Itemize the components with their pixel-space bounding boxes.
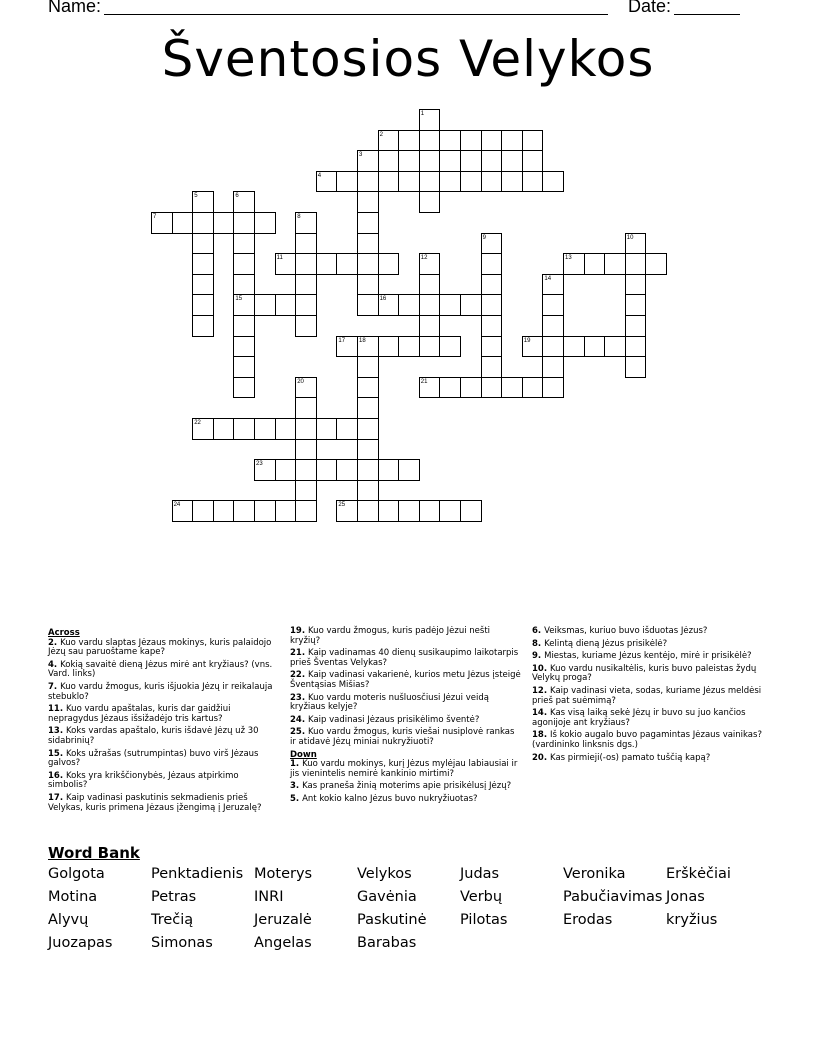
clues-column-2: [290, 627, 522, 808]
across-clue: 13. Koks vardas apaštalo, kuris išdavė Jėzų už 30 sidabrinių?: [48, 726, 259, 746]
across-clue: 11. Kuo vardu apaštalas, kuris dar gaidžiui nepragydus Jėzaus išsižadėjo tris kartus?: [48, 704, 231, 724]
grid-cell[interactable]: [336, 253, 358, 275]
grid-cell[interactable]: [357, 274, 379, 296]
across-clue: 23. Kuo vardu moteris nušluosčiusi Jėzui veidą kryžiaus kelyje?: [290, 692, 489, 713]
grid-cell[interactable]: [419, 171, 441, 193]
clue-number: 10: [626, 234, 634, 241]
grid-cell[interactable]: [316, 418, 338, 440]
grid-cell[interactable]: [625, 253, 647, 275]
grid-cell[interactable]: [501, 150, 523, 172]
grid-cell[interactable]: [357, 233, 379, 255]
grid-cell[interactable]: [357, 253, 379, 275]
grid-cell[interactable]: [357, 397, 379, 419]
grid-cell[interactable]: [625, 356, 647, 378]
clue-number: 19: [523, 337, 531, 344]
grid-cell[interactable]: [357, 418, 379, 440]
across-clue: 22. Kaip vadinasi vakarienė, kurios metu Jėzus įsteigė Šventąsias Mišias?: [290, 670, 521, 690]
grid-cell[interactable]: [295, 315, 317, 337]
word-bank-word: Pilotas: [460, 912, 508, 928]
grid-cell[interactable]: [439, 377, 461, 399]
word-bank-heading: Word Bank: [48, 844, 140, 862]
word-bank-word: Judas: [460, 866, 500, 882]
grid-cell[interactable]: [233, 336, 255, 358]
grid-cell[interactable]: [481, 171, 503, 193]
grid-cell[interactable]: [295, 418, 317, 440]
word-bank-word: Erškėčiai: [666, 866, 731, 882]
grid-cell[interactable]: [378, 500, 400, 522]
word-bank-word: Motina: [48, 889, 98, 905]
page-title: Šventosios Velykos: [161, 30, 655, 88]
clue-number: 18: [359, 337, 366, 344]
grid-cell[interactable]: [357, 212, 379, 234]
grid-cell[interactable]: [357, 356, 379, 378]
clue-number: 16: [379, 296, 387, 303]
across-clue: 17. Kaip vadinasi paskutinis sekmadienis prieš Velykas, kuris primena Jėzaus įžengimą į Jeruzalę?: [48, 792, 262, 813]
clue-number: 11: [276, 255, 283, 262]
grid-cell[interactable]: [213, 500, 235, 522]
grid-cell[interactable]: [460, 130, 482, 152]
grid-cell[interactable]: [357, 191, 379, 213]
word-bank-word: Moterys: [254, 866, 313, 882]
grid-cell[interactable]: [378, 171, 400, 193]
grid-cell[interactable]: [357, 439, 379, 461]
clue-number: 1: [420, 111, 425, 117]
down-clue: 20. Kas pirmieji(-os) pamato tuščią kapą?: [532, 752, 711, 763]
grid-cell[interactable]: [522, 377, 544, 399]
grid-cell[interactable]: [439, 171, 461, 193]
grid-cell[interactable]: [584, 336, 606, 358]
date-label: Date:: [628, 0, 672, 16]
grid-cell[interactable]: [378, 336, 400, 358]
word-bank-word: Juozapas: [48, 935, 113, 951]
grid-cell[interactable]: [501, 171, 523, 193]
grid-cell[interactable]: [254, 418, 276, 440]
word-bank-word: Jonas: [666, 889, 705, 905]
grid-cell[interactable]: [213, 418, 235, 440]
grid-cell[interactable]: [295, 459, 317, 481]
grid-cell[interactable]: [275, 459, 297, 481]
grid-cell[interactable]: [357, 294, 379, 316]
down-clue: 12. Kaip vadinasi vieta, sodas, kuriame Jėzus meldėsi prieš pat suėmimą?: [532, 685, 762, 706]
grid-cell[interactable]: [398, 500, 420, 522]
grid-cell[interactable]: [398, 459, 420, 481]
grid-cell[interactable]: [295, 233, 317, 255]
across-clue: 2. Kuo vardu slaptas Jėzaus mokinys, kuris palaidojo Jėzų sau paruoštame kape?: [48, 637, 272, 658]
word-bank-word: Penktadienis: [151, 866, 244, 882]
grid-cell[interactable]: [604, 336, 626, 358]
grid-cell[interactable]: [336, 418, 358, 440]
word-bank-word: Barabas: [357, 935, 417, 951]
grid-cell[interactable]: [357, 171, 379, 193]
down-clue: 10. Kuo vardu nusikaltėlis, kuris buvo paleistas žydų Velykų proga?: [532, 663, 757, 684]
across-clue: 7. Kuo vardu žmogus, kuris išjuokia Jėzų ir reikalauja stebuklo?: [48, 681, 273, 702]
clue-number: 20: [297, 378, 304, 385]
grid-cell[interactable]: [233, 500, 255, 522]
grid-cell[interactable]: [233, 233, 255, 255]
grid-cell[interactable]: [460, 377, 482, 399]
word-bank-word: Veronika: [563, 866, 626, 882]
word-bank-word: Pabučiavimas: [563, 889, 663, 905]
clue-number: 8: [297, 214, 301, 220]
grid-cell[interactable]: [336, 459, 358, 481]
grid-cell[interactable]: [542, 315, 564, 337]
across-heading: Across: [48, 628, 80, 638]
grid-cell[interactable]: [398, 336, 420, 358]
grid-cell[interactable]: [398, 130, 420, 152]
grid-cell[interactable]: [233, 418, 255, 440]
word-bank: [48, 866, 768, 958]
grid-cell[interactable]: [481, 294, 503, 316]
grid-cell[interactable]: [295, 480, 317, 502]
clue-number: 5: [194, 193, 198, 200]
grid-cell[interactable]: [254, 294, 276, 316]
clues-column-3: [532, 627, 770, 766]
grid-cell[interactable]: [625, 315, 647, 337]
grid-cell[interactable]: [316, 253, 338, 275]
word-bank-word: kryžius: [666, 912, 718, 928]
down-heading: Down: [290, 749, 317, 760]
grid-cell[interactable]: [295, 274, 317, 296]
grid-cell[interactable]: [439, 294, 461, 316]
word-bank-word: INRI: [254, 889, 284, 905]
grid-cell[interactable]: [192, 212, 214, 234]
clues-column-1: [48, 627, 278, 816]
grid-cell[interactable]: [172, 212, 194, 234]
grid-cell[interactable]: [419, 315, 441, 337]
clue-number: 12: [420, 255, 428, 262]
grid-cell[interactable]: [542, 377, 564, 399]
grid-cell[interactable]: [192, 253, 214, 275]
grid-cell[interactable]: [295, 253, 317, 275]
grid-cell[interactable]: [625, 274, 647, 296]
down-clue: 9. Miestas, kuriame Jėzus kentėjo, mirė ir prisikėlė?: [532, 651, 752, 662]
grid-cell[interactable]: [233, 274, 255, 296]
grid-cell[interactable]: [522, 150, 544, 172]
grid-cell[interactable]: [439, 500, 461, 522]
grid-cell[interactable]: [522, 130, 544, 152]
grid-cell[interactable]: [439, 130, 461, 152]
grid-cell[interactable]: [213, 212, 235, 234]
grid-cell[interactable]: [295, 500, 317, 522]
grid-cell[interactable]: [336, 171, 358, 193]
clue-number: 7: [153, 214, 157, 220]
grid-cell[interactable]: [233, 377, 255, 399]
grid-cell[interactable]: [233, 212, 255, 234]
down-clue: 5. Ant kokio kalno Jėzus buvo nukryžiuotas?: [290, 793, 478, 804]
grid-cell[interactable]: [357, 480, 379, 502]
grid-cell[interactable]: [481, 130, 503, 152]
grid-cell[interactable]: [357, 500, 379, 522]
grid-cell[interactable]: [398, 294, 420, 316]
grid-cell[interactable]: [419, 294, 441, 316]
word-bank-word: Paskutinė: [357, 912, 427, 928]
grid-cell[interactable]: [584, 253, 606, 275]
grid-cell[interactable]: [233, 253, 255, 275]
grid-cell[interactable]: [439, 150, 461, 172]
grid-cell[interactable]: [439, 336, 461, 358]
grid-cell[interactable]: [501, 130, 523, 152]
grid-cell[interactable]: [275, 418, 297, 440]
grid-cell[interactable]: [254, 212, 276, 234]
grid-cell[interactable]: [481, 377, 503, 399]
word-bank-word: Alyvų: [48, 912, 89, 928]
word-bank-word: Simonas: [151, 935, 213, 951]
clue-number: 14: [544, 275, 552, 282]
clue-number: 13: [565, 255, 572, 262]
word-bank-word: Verbų: [460, 889, 503, 905]
clue-number: 17: [338, 337, 346, 344]
grid-cell[interactable]: [522, 171, 544, 193]
grid-cell[interactable]: [460, 294, 482, 316]
clue-number: 3: [359, 152, 363, 159]
grid-cell[interactable]: [625, 336, 647, 358]
grid-cell[interactable]: [460, 150, 482, 172]
name-label: Name:: [48, 0, 102, 16]
word-bank-word: Jeruzalė: [254, 912, 312, 928]
word-bank-word: Velykos: [357, 866, 412, 882]
word-bank-row: [48, 889, 768, 912]
grid-cell[interactable]: [192, 233, 214, 255]
grid-cell[interactable]: [542, 336, 564, 358]
clue-number: 24: [173, 502, 181, 509]
down-clue: 18. Iš kokio augalo buvo pagamintas Jėzaus vainikas? (vardininko linksnis dgs.): [532, 730, 762, 750]
grid-cell[interactable]: [419, 191, 441, 213]
grid-cell[interactable]: [460, 171, 482, 193]
word-bank-word: Golgota: [48, 866, 105, 882]
clue-number: 9: [482, 234, 486, 241]
grid-cell[interactable]: [604, 253, 626, 275]
word-bank-row: [48, 912, 768, 935]
across-clue: 25. Kuo vardu žmogus, kuris viešai nusiplovė rankas ir atidavė Jėzų miniai nukryžiuoti?: [290, 727, 515, 747]
down-clue: 8. Kelintą dieną Jėzus prisikėlė?: [532, 638, 668, 649]
grid-cell[interactable]: [481, 274, 503, 296]
word-bank-word: Angelas: [254, 935, 312, 951]
grid-cell[interactable]: [460, 500, 482, 522]
word-bank-row: [48, 866, 768, 889]
grid-cell[interactable]: [357, 459, 379, 481]
grid-cell[interactable]: [192, 315, 214, 337]
clue-number: 4: [317, 172, 322, 179]
word-bank-row: [48, 935, 768, 958]
grid-cell[interactable]: [501, 377, 523, 399]
grid-cell[interactable]: [295, 294, 317, 316]
across-clue: 24. Kaip vadinasi Jėzaus prisikėlimo šventė?: [290, 714, 480, 725]
grid-cell[interactable]: [254, 500, 276, 522]
grid-cell[interactable]: [419, 500, 441, 522]
down-clue: 3. Kas praneša žinią moterims apie prisikėlusį Jėzų?: [290, 781, 512, 792]
word-bank-word: Erodas: [563, 912, 613, 928]
grid-cell[interactable]: [192, 274, 214, 296]
grid-cell[interactable]: [542, 294, 564, 316]
clue-number: 25: [338, 502, 346, 509]
grid-cell[interactable]: [625, 294, 647, 316]
down-clue: 14. Kas visą laiką sekė Jėzų ir buvo su juo kančios agonijoje ant kryžiaus?: [532, 708, 746, 728]
down-clue: 6. Veiksmas, kuriuo buvo išduotas Jėzus?: [532, 626, 708, 636]
across-clue: 15. Koks užrašas (sutrumpintas) buvo virš Jėzaus galvos?: [48, 748, 259, 769]
grid-cell[interactable]: [542, 171, 564, 193]
clue-number: 6: [235, 193, 239, 200]
across-clue: 19. Kuo vardu žmogus, kuris padėjo Jėzui nešti kryžių?: [290, 626, 491, 646]
down-clue: 1. Kuo vardu mokinys, kurį Jėzus mylėjau labiausiai ir jis vienintelis nemirė kankinio mirtimi?: [290, 759, 518, 779]
grid-cell[interactable]: [542, 356, 564, 378]
clue-number: 21: [420, 378, 428, 385]
grid-cell[interactable]: [645, 253, 667, 275]
across-clue: 4. Kokią savaitė dieną Jėzus mirė ant kryžiaus? (vns. Vard. links): [48, 659, 273, 680]
grid-cell[interactable]: [295, 397, 317, 419]
grid-cell[interactable]: [419, 336, 441, 358]
grid-cell[interactable]: [481, 315, 503, 337]
grid-cell[interactable]: [481, 336, 503, 358]
grid-cell[interactable]: [192, 294, 214, 316]
grid-cell[interactable]: [275, 500, 297, 522]
clue-number: 2: [379, 131, 383, 138]
across-clue: 16. Koks yra krikščionybės, Jėzaus atpirkimo simbolis?: [48, 770, 239, 791]
grid-cell[interactable]: [192, 500, 214, 522]
grid-cell[interactable]: [398, 171, 420, 193]
grid-cell[interactable]: [233, 315, 255, 337]
clue-number: 15: [235, 296, 243, 303]
clue-number: 22: [194, 420, 201, 426]
grid-cell[interactable]: [233, 356, 255, 378]
word-bank-word: Gavėnia: [357, 889, 417, 905]
grid-cell[interactable]: [419, 150, 441, 172]
grid-cell[interactable]: [398, 150, 420, 172]
grid-cell[interactable]: [378, 459, 400, 481]
grid-cell[interactable]: [378, 150, 400, 172]
across-clue: 21. Kaip vadinamas 40 dienų susikaupimo laikotarpis prieš Šventas Velykas?: [290, 648, 519, 668]
grid-cell[interactable]: [419, 130, 441, 152]
grid-cell[interactable]: [316, 459, 338, 481]
grid-cell[interactable]: [563, 336, 585, 358]
grid-cell[interactable]: [357, 377, 379, 399]
grid-cell[interactable]: [481, 356, 503, 378]
word-bank-word: Trečią: [151, 912, 194, 928]
grid-cell[interactable]: [481, 253, 503, 275]
word-bank-word: Petras: [151, 889, 197, 905]
grid-cell[interactable]: [419, 274, 441, 296]
grid-cell[interactable]: [481, 150, 503, 172]
grid-cell[interactable]: [275, 294, 297, 316]
grid-cell[interactable]: [295, 439, 317, 461]
grid-cell[interactable]: [378, 253, 400, 275]
clue-number: 23: [256, 461, 263, 468]
